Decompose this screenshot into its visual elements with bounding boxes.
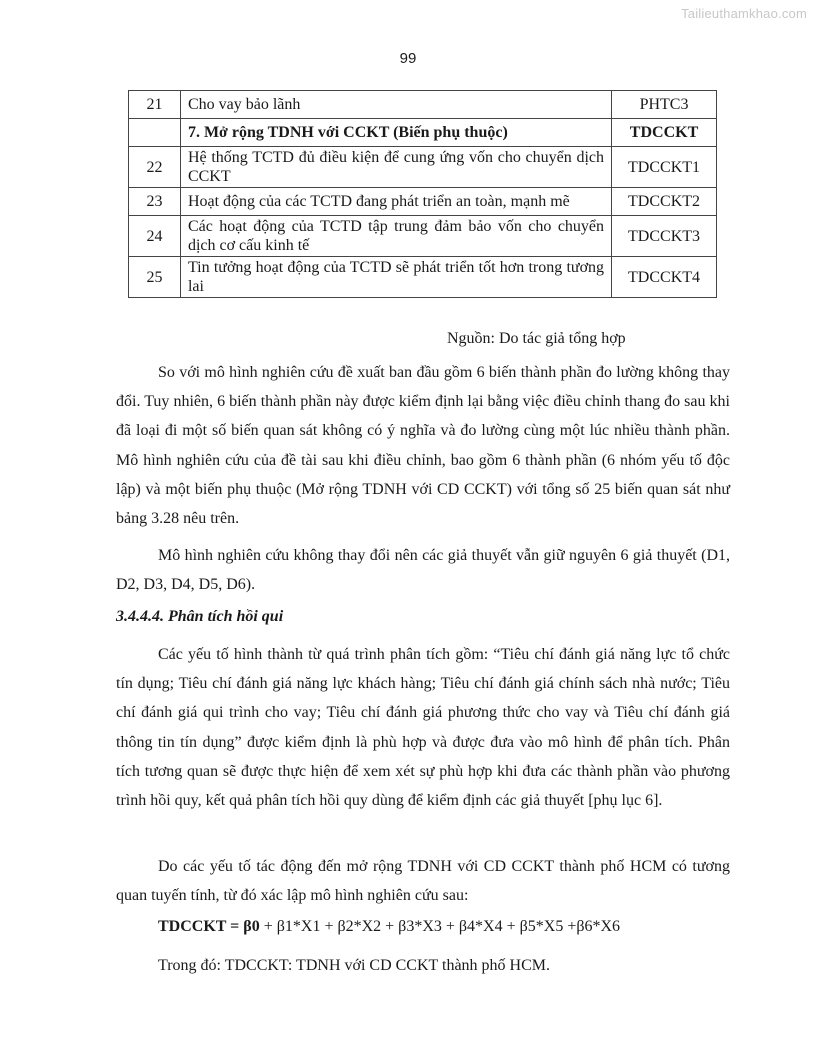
row-description: Tin tưởng hoạt động của TCTD sẽ phát triển tốt hơn trong tương lai [180,257,611,298]
formula-definition: Trong đó: TDCCKT: TDNH với CD CCKT thành phố HCM. [158,957,551,974]
group-title: 7. Mở rộng TDNH với CCKT (Biến phụ thuộc) [180,119,611,147]
row-number: 25 [129,257,181,298]
table-row [129,91,717,119]
row-code: TDCCKT2 [612,188,717,216]
table-row [129,257,717,298]
row-code: TDCCKT3 [612,216,717,257]
row-number: 22 [129,147,181,188]
row-description: Các hoạt động của TCTD tập trung đảm bảo vốn cho chuyển dịch cơ cấu kinh tế [180,216,611,257]
table-row [129,147,717,188]
row-description: Hoạt động của các TCTD đang phát triển an toàn, mạnh mẽ [180,188,611,216]
paragraph-hypotheses: Mô hình nghiên cứu không thay đổi nên các giả thuyết vẫn giữ nguyên 6 giả thuyết (D1, D2, D3, D4, D5, D6). [116,547,730,594]
group-code: TDCCKT [612,119,717,147]
row-description: Cho vay bảo lãnh [180,91,611,119]
paragraph-regression-factors: Các yếu tố hình thành từ quá trình phân tích gồm: “Tiêu chí đánh giá năng lực tổ chức tín dụng; Tiêu chí đánh giá năng lực khách hàng; Tiêu chí đánh giá chính sách nhà nước; Tiêu chí đánh giá qui trình cho vay; Tiêu chí đánh giá phương thức cho vay và Tiêu chí đánh giá thông tin tín dụng” được kiểm định là phù hợp và được đưa vào mô hình để phân tích. Phân tích tương quan sẽ được thực hiện để xem xét sự phù hợp khi đưa các thành phần vào phương trình hồi quy, kết quả phân tích hồi quy dùng để kiểm định các giả thuyết [phụ lục 6]. [116,646,730,810]
row-code: TDCCKT1 [612,147,717,188]
table-source-note: Nguồn: Do tác giả tổng hợp [447,330,626,347]
watermark: Tailieuthamkhao.com [681,6,807,21]
row-code: PHTC3 [612,91,717,119]
paragraph-model-adjustment: So với mô hình nghiên cứu đề xuất ban đầu gồm 6 biến thành phần đo lường không thay đổi. Tuy nhiên, 6 biến thành phần này được kiểm định lại bằng việc điều chỉnh thang đo sau khi đã loại đi một số biến quan sát không có ý nghĩa và đo lường cùng một lúc nhiều thành phần. Mô hình nghiên cứu của đề tài sau khi điều chỉnh, bao gồm 6 thành phần (6 nhóm yếu tố độc lập) và một biến phụ thuộc (Mở rộng TDNH với CD CCKT) với tổng số 25 biến quan sát như bảng 3.28 nêu trên. [116,364,730,528]
row-number: 24 [129,216,181,257]
row-number [129,119,181,147]
table-group-row [129,119,717,147]
regression-formula [158,918,620,936]
table-row [129,188,717,216]
row-number: 21 [129,91,181,119]
table-row [129,216,717,257]
row-code: TDCCKT4 [612,257,717,298]
section-heading: 3.4.4.4. Phân tích hồi qui [116,608,284,625]
paragraph-linear-model: Do các yếu tố tác động đến mở rộng TDNH với CD CCKT thành phố HCM có tương quan tuyến tính, từ đó xác lập mô hình nghiên cứu sau: [116,858,730,905]
row-description: Hệ thống TCTD đủ điều kiện để cung ứng vốn cho chuyển dịch CCKT [180,147,611,188]
formula-lhs: TDCCKT = β0 [158,918,260,935]
variables-table [128,90,717,298]
page-number: 99 [399,50,417,67]
row-number: 23 [129,188,181,216]
formula-rhs: + β1*X1 + β2*X2 + β3*X3 + β4*X4 + β5*X5 +β6*X6 [259,918,621,935]
